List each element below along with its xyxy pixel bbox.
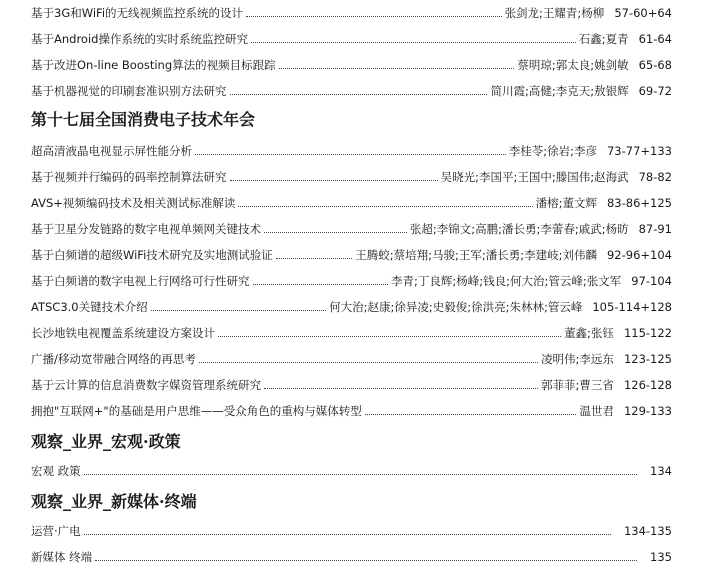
toc-entry <box>31 242 672 262</box>
toc-entry <box>31 26 672 46</box>
toc-entry <box>31 372 672 392</box>
section-heading: 观察_业界_新媒体·终端 <box>31 492 197 511</box>
entry-pages: 105-114+128 <box>592 300 672 314</box>
entry-title-link[interactable]: AVS+视频编码技术及相关测试标准解读 <box>31 196 236 210</box>
dot-leader <box>251 42 576 43</box>
entry-authors: 何大治;赵康;徐异凌;史毅俊;徐洪亮;朱林林;管云峰 <box>329 300 583 314</box>
entry-title-link[interactable]: 基于卫星分发链路的数字电视单频网关键技术 <box>31 222 261 236</box>
toc-entry <box>31 544 672 564</box>
dot-leader <box>84 534 611 535</box>
entry-authors: 温世君 <box>579 404 614 418</box>
section-heading: 观察_业界_宏观·政策 <box>31 432 181 451</box>
dot-leader <box>218 336 561 337</box>
toc-entry <box>31 398 672 418</box>
entry-title-link[interactable]: 运营·广电 <box>31 524 81 538</box>
entry-pages: 69-72 <box>638 84 672 98</box>
section-heading: 第十七届全国消费电子技术年会 <box>31 110 256 129</box>
entry-pages: 87-91 <box>638 222 672 236</box>
entry-pages: 135 <box>650 550 672 564</box>
entry-pages: 134-135 <box>623 524 672 538</box>
toc-entry <box>31 294 672 314</box>
toc-entry <box>31 458 672 478</box>
entry-title-link[interactable]: 基于机器视觉的印刷套准识别方法研究 <box>31 84 227 98</box>
entry-authors: 蔡明琼;郭太良;姚剑敏 <box>517 58 629 72</box>
toc-entry <box>31 320 672 340</box>
dot-leader <box>276 258 352 259</box>
entry-pages: 115-122 <box>623 326 672 340</box>
dot-leader <box>195 154 506 155</box>
toc-entry <box>31 346 672 366</box>
entry-title-link[interactable]: 基于云计算的信息消费数字媒资管理系统研究 <box>31 378 261 392</box>
dot-leader <box>246 16 502 17</box>
entry-authors: 潘榕;董文辉 <box>535 196 597 210</box>
dot-leader <box>230 180 438 181</box>
entry-authors: 董鑫;张钰 <box>564 326 614 340</box>
entry-title-link[interactable]: 长沙地铁电视覆盖系统建设方案设计 <box>31 326 215 340</box>
entry-pages: 73-77+133 <box>606 144 672 158</box>
entry-pages: 126-128 <box>623 378 672 392</box>
entry-authors: 凌明伟;李远东 <box>541 352 614 366</box>
toc-entry <box>31 138 672 158</box>
entry-authors: 石鑫;夏青 <box>578 32 629 46</box>
toc-entry <box>31 164 672 184</box>
entry-title-link[interactable]: 基于3G和WiFi的无线视频监控系统的设计 <box>31 6 244 20</box>
dot-leader <box>279 68 515 69</box>
toc-entry <box>31 0 672 20</box>
entry-authors: 郭菲菲;曹三省 <box>541 378 614 392</box>
toc-entry <box>31 78 672 98</box>
entry-pages: 97-104 <box>631 274 672 288</box>
dot-leader <box>230 94 488 95</box>
toc-entry <box>31 216 672 236</box>
dot-leader <box>264 232 407 233</box>
entry-authors: 简川霞;高健;李克天;敖银辉 <box>490 84 629 98</box>
toc-entry <box>31 268 672 288</box>
entry-title-link[interactable]: ATSC3.0关键技术介绍 <box>31 300 148 314</box>
dot-leader <box>238 206 532 207</box>
entry-pages: 123-125 <box>623 352 672 366</box>
entry-pages: 83-86+125 <box>606 196 672 210</box>
entry-authors: 张超;李锦文;高鹏;潘长勇;李蕾春;戚武;杨昉 <box>409 222 629 236</box>
entry-authors: 李青;丁良辉;杨峰;钱良;何大治;管云峰;张文军 <box>391 274 622 288</box>
entry-pages: 92-96+104 <box>606 248 672 262</box>
dot-leader <box>199 362 538 363</box>
entry-title-link[interactable]: 新媒体 终端 <box>31 550 93 564</box>
entry-pages: 78-82 <box>638 170 672 184</box>
entry-authors: 李桂苓;徐岩;李彦 <box>508 144 597 158</box>
toc-entry <box>31 52 672 72</box>
entry-authors: 张剑龙;王耀青;杨柳 <box>504 6 605 20</box>
entry-authors: 吴晓光;李国平;王国中;滕国伟;赵海武 <box>440 170 629 184</box>
entry-title-link[interactable]: 拥抱"互联网+"的基础是用户思维——受众角色的重构与媒体转型 <box>31 404 362 418</box>
dot-leader <box>365 414 577 415</box>
dot-leader <box>151 310 326 311</box>
entry-title-link[interactable]: 基于Android操作系统的实时系统监控研究 <box>31 32 248 46</box>
entry-pages: 65-68 <box>638 58 672 72</box>
dot-leader <box>253 284 389 285</box>
entry-pages: 129-133 <box>623 404 672 418</box>
entry-title-link[interactable]: 基于白频谱的超级WiFi技术研究及实地测试验证 <box>31 248 273 262</box>
entry-title-link[interactable]: 基于白频谱的数字电视上行网络可行性研究 <box>31 274 250 288</box>
entry-pages: 57-60+64 <box>614 6 672 20</box>
toc-entry <box>31 190 672 210</box>
entry-title-link[interactable]: 基于改进On-line Boosting算法的视频目标跟踪 <box>31 58 276 72</box>
toc-entry <box>31 518 672 538</box>
entry-title-link[interactable]: 广播/移动宽带融合网络的再思考 <box>31 352 196 366</box>
dot-leader <box>95 560 637 561</box>
dot-leader <box>84 474 637 475</box>
entry-title-link[interactable]: 超高清液晶电视显示屏性能分析 <box>31 144 192 158</box>
entry-pages: 61-64 <box>638 32 672 46</box>
dot-leader <box>264 388 538 389</box>
entry-authors: 王腾蛟;蔡培翔;马骏;王军;潘长勇;李建岐;刘伟麟 <box>355 248 597 262</box>
entry-pages: 134 <box>650 464 672 478</box>
entry-title-link[interactable]: 基于视频并行编码的码率控制算法研究 <box>31 170 227 184</box>
entry-title-link[interactable]: 宏观 政策 <box>31 464 81 478</box>
